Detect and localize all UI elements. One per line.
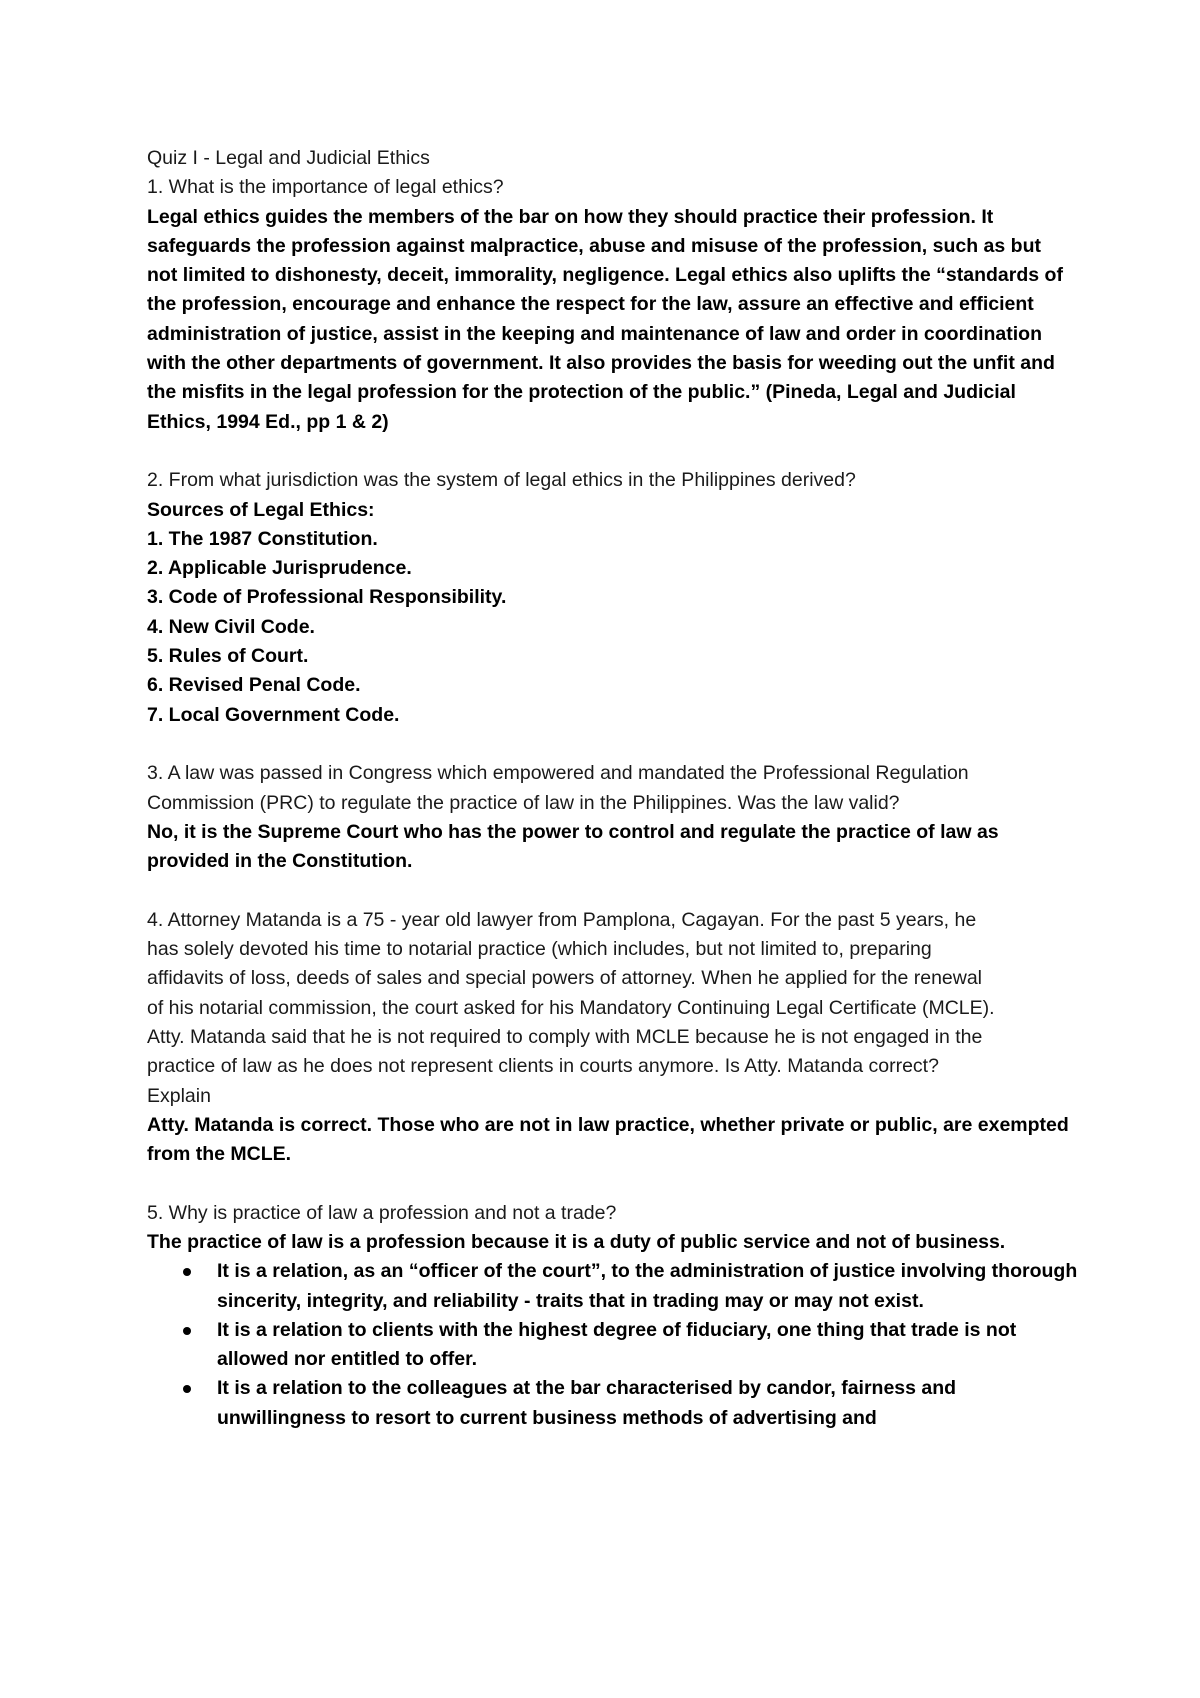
question-3: 3. A law was passed in Congress which empowered and mandated the Professional Regulation Commission (PRC) to regulate the practice of law in the Philippines. Was the law valid? — [147, 762, 969, 814]
list-item: 2. Applicable Jurisprudence. — [147, 557, 412, 580]
bullet-text: It is a relation, as an “officer of the court”, to the administration of justice involving thorough sincerity, integrity, and reliability - traits that in trading may or may not exist. — [217, 1260, 1078, 1312]
list-item — [217, 1316, 1087, 1375]
question-1: 1. What is the importance of legal ethics? — [147, 176, 504, 199]
list-item: 6. Revised Penal Code. — [147, 674, 361, 697]
list-item — [217, 1374, 1087, 1433]
answer-3: No, it is the Supreme Court who has the power to control and regulate the practice of law as provided in the Constitution. — [147, 820, 999, 873]
document-page — [147, 144, 1087, 1433]
question-4: 4. Attorney Matanda is a 75 - year old lawyer from Pamplona, Cagayan. For the past 5 years, he has solely devoted his time to notarial practice (which includes, but not limited to, preparing affidavits of loss, deeds of sales and special powers of attorney. When he applied for the renewal of his notarial commission, the court asked for his Mandatory Continuing Legal Certificate (MCLE). Atty. Matanda said that he is not required to comply with MCLE because he is not engaged in the practice of law as he does not represent clients in courts anymore. Is Atty. Matanda correct? Explain — [147, 908, 995, 1107]
list-item: 5. Rules of Court. — [147, 645, 309, 668]
answer-5: The practice of law is a profession because it is a duty of public service and not of business. — [147, 1230, 1006, 1253]
list-item — [217, 1257, 1087, 1316]
answer-2-heading: Sources of Legal Ethics: — [147, 498, 375, 521]
reasons-list — [147, 1257, 1087, 1433]
question-5: 5. Why is practice of law a profession and not a trade? — [147, 1201, 617, 1224]
question-2: 2. From what jurisdiction was the system of legal ethics in the Philippines derived? — [147, 469, 856, 492]
list-item: 7. Local Government Code. — [147, 703, 400, 726]
bullet-text: It is a relation to the colleagues at the bar characterised by candor, fairness and unwillingness to resort to current business methods of advertising and — [217, 1377, 957, 1429]
list-item: 1. The 1987 Constitution. — [147, 527, 378, 550]
bullet-icon — [183, 1268, 191, 1276]
bullet-icon — [183, 1327, 191, 1335]
answer-1: Legal ethics guides the members of the bar on how they should practice their profession. It safeguards the profession against malpractice, abuse and misuse of the profession, such as but not limited to dishonesty, deceit, immorality, negligence. Legal ethics also uplifts the “standards of the profession, encourage and enhance the respect for the law, assure an effective and efficient administration of justice, assist in the keeping and maintenance of law and order in coordination with the other departments of government. It also provides the basis for weeding out the unfit and the misfits in the legal profession for the protection of the public.” (Pineda, Legal and Judicial Ethics, 1994 Ed., pp 1 & 2) — [147, 205, 1063, 433]
sources-list — [147, 525, 1087, 730]
bullet-text: It is a relation to clients with the highest degree of fiduciary, one thing that trade is not allowed nor entitled to offer. — [217, 1318, 1017, 1371]
document-title: Quiz I - Legal and Judicial Ethics — [147, 147, 430, 169]
list-item: 4. New Civil Code. — [147, 615, 315, 638]
bullet-icon — [183, 1385, 191, 1393]
answer-4: Atty. Matanda is correct. Those who are not in law practice, whether private or public, are exempted from the MCLE. — [147, 1113, 1069, 1166]
list-item: 3. Code of Professional Responsibility. — [147, 586, 507, 609]
